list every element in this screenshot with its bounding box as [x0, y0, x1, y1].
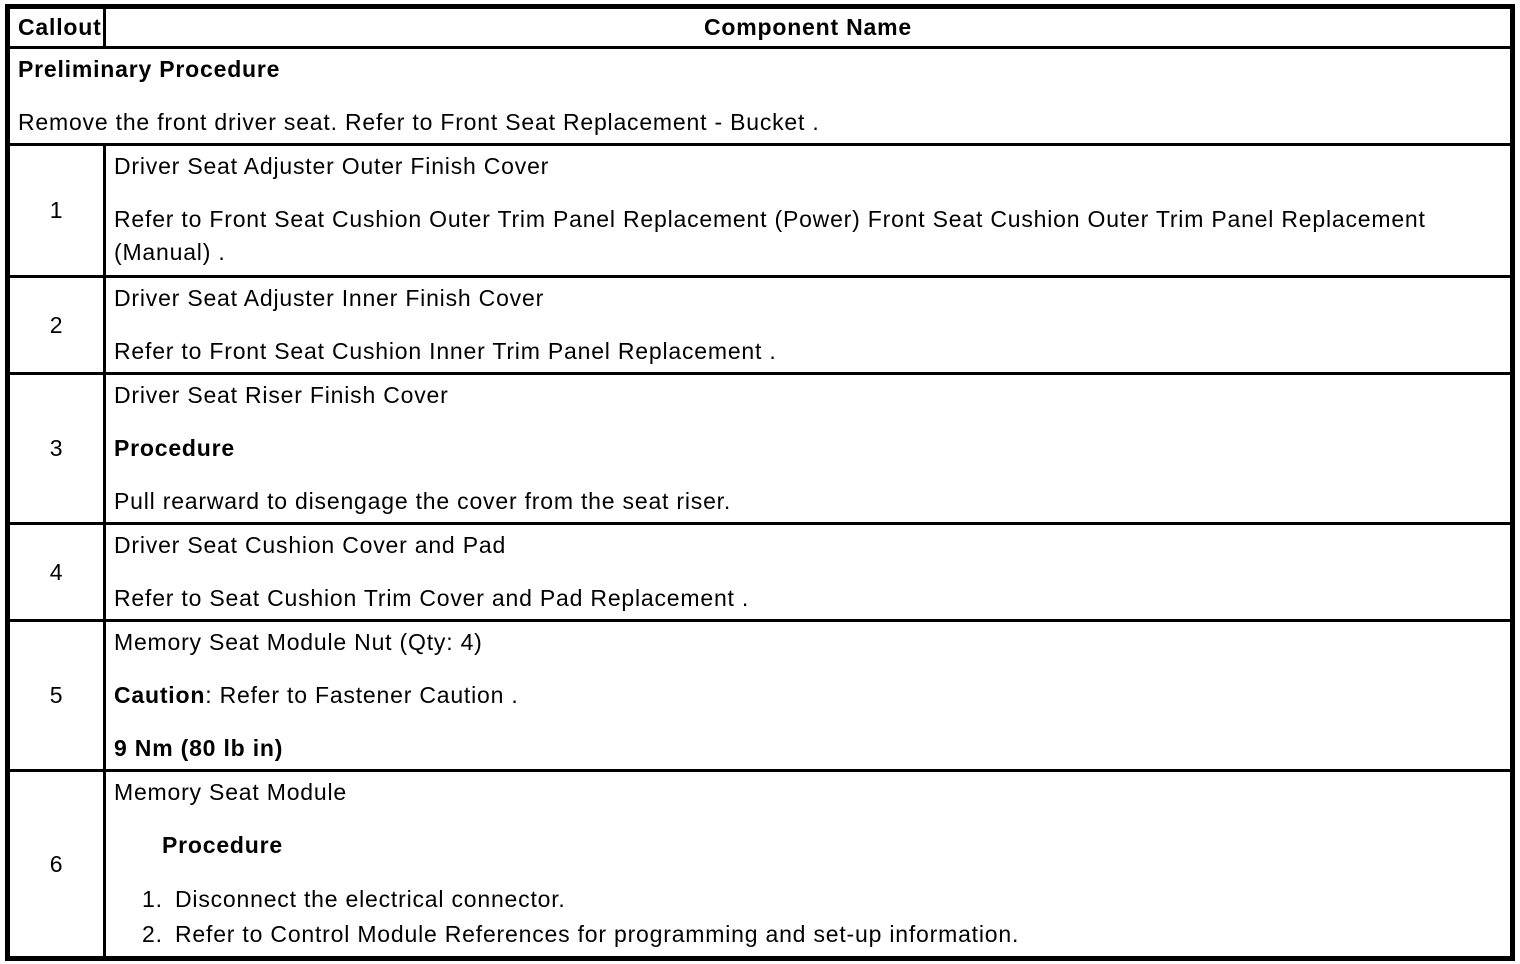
- table-row-callout-3: [8, 374, 1513, 524]
- procedure-steps-list: [114, 882, 1502, 952]
- component-cell: [105, 771, 1513, 959]
- torque-spec-text: 9 Nm (80 lb in): [114, 735, 284, 761]
- callout-number: 6: [8, 771, 105, 959]
- component-name-text: Driver Seat Riser Finish Cover: [114, 382, 449, 408]
- procedure-step: 1. Disconnect the electrical connector.: [170, 882, 1502, 917]
- caution-text: : Refer to Fastener Caution .: [205, 682, 519, 708]
- table-row-callout-4: [8, 524, 1513, 621]
- procedure-label: Procedure: [162, 832, 283, 858]
- preliminary-procedure-title: Preliminary Procedure: [18, 56, 281, 82]
- component-cell: [105, 374, 1513, 524]
- caution-note: [114, 679, 1502, 712]
- component-name-text: Memory Seat Module Nut (Qty: 4): [114, 629, 483, 655]
- component-cell: [105, 145, 1513, 277]
- callout-number: 1: [8, 145, 105, 277]
- component-column-header: Component Name: [105, 7, 1513, 48]
- component-name-text: Memory Seat Module: [114, 779, 347, 805]
- preliminary-procedure-text: Remove the front driver seat. Refer to Front Seat Replacement - Bucket .: [18, 109, 820, 135]
- procedure-text: Pull rearward to disengage the cover from the seat riser.: [114, 488, 732, 514]
- component-reference-text: Refer to Front Seat Cushion Outer Trim Panel Replacement (Power) Front Seat Cushion Outer Trim Panel Replacement (Manual) .: [114, 206, 1426, 265]
- component-reference-text: Refer to Seat Cushion Trim Cover and Pad Replacement .: [114, 585, 750, 611]
- component-name-text: Driver Seat Adjuster Outer Finish Cover: [114, 153, 550, 179]
- caution-label: Caution: [114, 682, 206, 708]
- table-row-callout-2: [8, 277, 1513, 374]
- procedure-step: 2. Refer to Control Module References for programming and set-up information.: [170, 917, 1502, 952]
- component-reference-text: Refer to Front Seat Cushion Inner Trim Panel Replacement .: [114, 338, 777, 364]
- table-row-callout-1: [8, 145, 1513, 277]
- callout-component-table: [5, 4, 1515, 961]
- procedure-label: Procedure: [114, 435, 235, 461]
- callout-number: 4: [8, 524, 105, 621]
- component-cell: [105, 621, 1513, 771]
- component-cell: [105, 524, 1513, 621]
- table-row-callout-5: [8, 621, 1513, 771]
- component-cell: [105, 277, 1513, 374]
- table-row-callout-6: [8, 771, 1513, 959]
- component-name-text: Driver Seat Adjuster Inner Finish Cover: [114, 285, 545, 311]
- callout-column-header: Callout: [8, 7, 105, 48]
- callout-number: 3: [8, 374, 105, 524]
- preliminary-procedure-row: [8, 48, 1513, 145]
- table-header-row: [8, 7, 1513, 48]
- callout-number: 5: [8, 621, 105, 771]
- component-name-text: Driver Seat Cushion Cover and Pad: [114, 532, 507, 558]
- callout-number: 2: [8, 277, 105, 374]
- preliminary-procedure-cell: [8, 48, 1513, 145]
